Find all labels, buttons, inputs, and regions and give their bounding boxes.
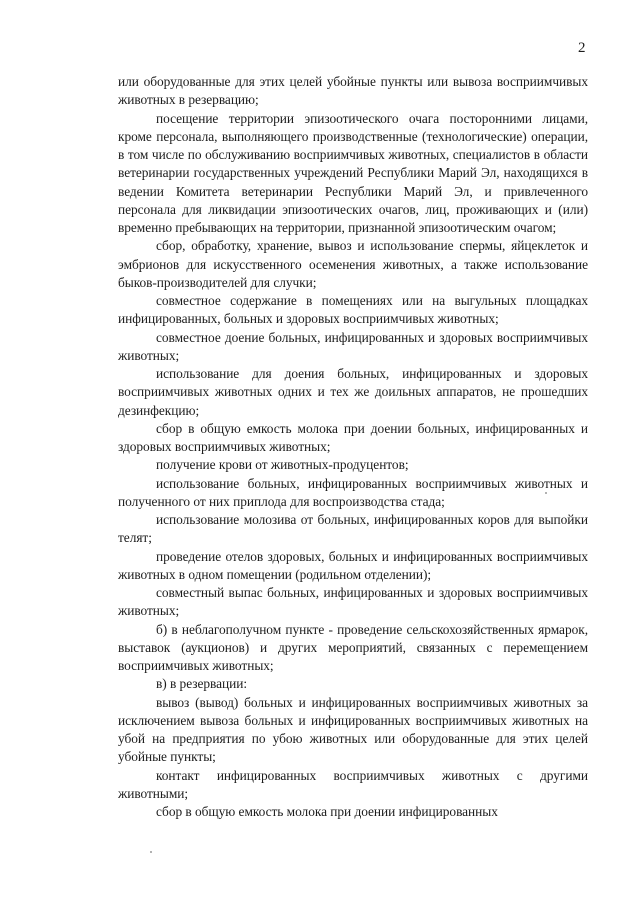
paragraph: вывоз (вывод) больных и инфицированных восприимчивых животных за исключением вывоза больных и инфицированных восприимчивых животных на убой на предприятия по убою животных или оборудованные для этих целей убойные пункты; xyxy=(118,694,588,765)
paragraph: б) в неблагополучном пункте - проведение сельскохозяйственных ярмарок, выставок (аукционов) и других мероприятий, связанных с перемещением восприимчивых животных; xyxy=(118,621,588,673)
paragraph: совместное содержание в помещениях или на выгульных площадках инфицированных, больных и здоровых восприимчивых животных; xyxy=(118,293,588,327)
paragraph: использование для доения больных, инфицированных и здоровых восприимчивых животных одних и тех же доильных аппаратов, не прошедших дезинфекцию; xyxy=(118,366,588,418)
paragraph: в) в резервации: xyxy=(156,676,248,692)
paragraph: использование больных, инфицированных восприимчивых животных и полученного от них приплода для воспроизводства стада; xyxy=(118,475,588,509)
paragraph: или оборудованные для этих целей убойные пункты или вывоза восприимчивых животных в резервацию; xyxy=(118,74,588,108)
scan-speck xyxy=(545,492,547,494)
paragraph: получение крови от животных-продуцентов; xyxy=(156,457,409,473)
paragraph: контакт инфицированных восприимчивых животных с другими животными; xyxy=(118,767,588,801)
paragraph: использование молозива от больных, инфицированных коров для выпойки телят; xyxy=(118,512,588,546)
document-body xyxy=(118,73,588,821)
paragraph: посещение территории эпизоотического очага посторонними лицами, кроме персонала, выполняющего производственные (технологические) операции, в том числе по обслуживанию восприимчивых животных, специалистов в области ветеринарии государственных учреждений Республики Марий Эл, находящихся в ведении Комитета ветеринарии Республики Марий Эл, и привлеченного персонала для ликвидации эпизоотических очагов, лиц, проживающих и (или) временно пребывающих на территории, признанной эпизоотическим очагом; xyxy=(118,110,588,235)
paragraph: сбор в общую емкость молока при доении инфицированных xyxy=(156,804,498,819)
paragraph: сбор, обработку, хранение, вывоз и использование спермы, яйцеклеток и эмбрионов для искусственного осеменения животных, а также использование быков-производителей для случки; xyxy=(118,238,588,290)
paragraph: сбор в общую емкость молока при доении больных, инфицированных и здоровых восприимчивых животных; xyxy=(118,420,588,454)
paragraph: совместное доение больных, инфицированных и здоровых восприимчивых животных; xyxy=(118,329,588,363)
scan-speck xyxy=(150,851,152,853)
paragraph: совместный выпас больных, инфицированных и здоровых восприимчивых животных; xyxy=(118,585,588,619)
paragraph: проведение отелов здоровых, больных и инфицированных восприимчивых животных в одном помещении (родильном отделении); xyxy=(118,548,588,582)
page-number: 2 xyxy=(578,40,586,56)
